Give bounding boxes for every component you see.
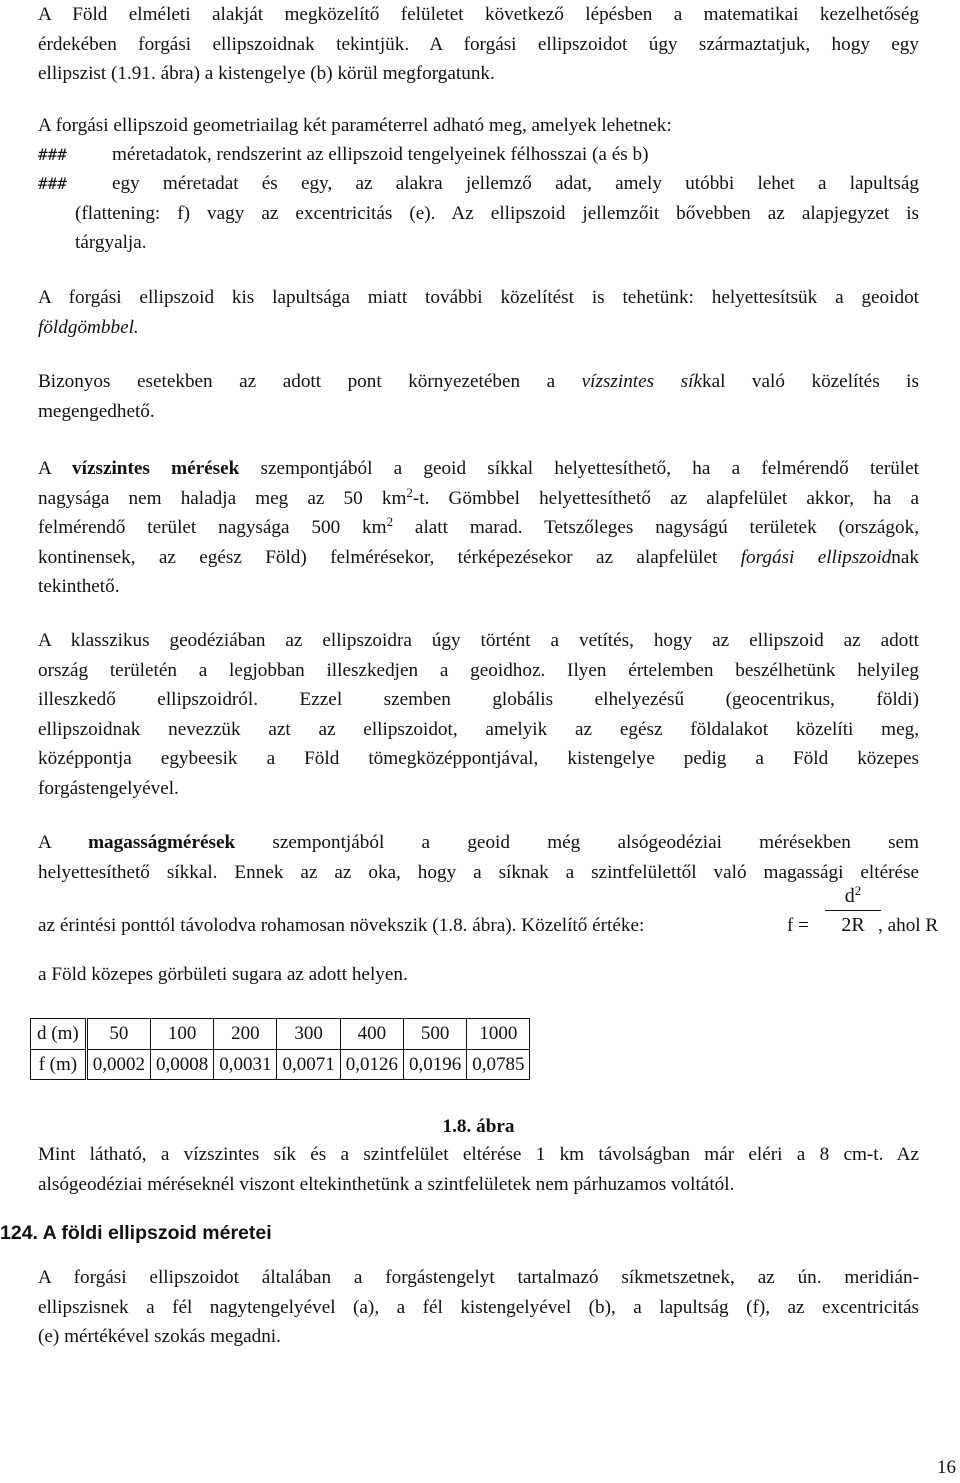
text-line: A forgási ellipszoid geometriailag két paraméterrel adható meg, amelyek lehetnek:: [38, 115, 672, 136]
table-cell: 0,0031: [214, 1049, 277, 1080]
text-line: alsógeodéziai méréseknél viszont eltekinthetünk a szintfelületek nem párhuzamos voltától.: [38, 1173, 735, 1195]
text-run: nagysága nem haladja meg az 50 km: [38, 487, 407, 509]
text-line: a Föld közepes görbületi sugara az adott helyen.: [38, 964, 408, 985]
table-cell: 100: [150, 1019, 213, 1050]
text-line: középpontja egybeesik a Föld tömegközéppontjával, kistengelye pedig a Föld közepes: [38, 748, 919, 769]
text-run: Bizonyos esetekben az adott pont környezetében a: [38, 371, 582, 392]
text-run: [654, 371, 681, 392]
list-item: [38, 140, 919, 170]
text-line: [38, 367, 919, 397]
bullet-mark: ###: [38, 174, 67, 193]
table-cell: 0,0002: [86, 1049, 150, 1080]
formula-denominator: 2R: [841, 914, 865, 936]
text-line: [38, 513, 919, 543]
table-row: [31, 1019, 530, 1050]
table-cell: 500: [403, 1019, 466, 1050]
superscript: 2: [406, 484, 413, 500]
italic-term: forgási ellipszoid: [740, 546, 892, 568]
text-run: d: [844, 885, 855, 907]
table-cell: 300: [277, 1019, 340, 1050]
list-item: [38, 169, 919, 259]
text-line: ellipszisnek a fél nagytengelyével (a), a fél kistengelyével (b), a lapultság (f), az excentricitás: [38, 1296, 919, 1318]
deviation-table: [30, 1018, 530, 1080]
text-run: -t. Gömbbel helyettesíthető az alapfelület akkor, ha a: [412, 487, 919, 509]
table-row-header: d (m): [31, 1019, 87, 1050]
bold-term: vízszintes mérések: [72, 458, 240, 479]
text-run: szempontjából a geoid síkkal helyettesíthető, ha a felmérendő terület: [239, 458, 919, 479]
list-item-text: (flattening: f) vagy az excentricitás (e). Az ellipszoid jellemzőit bővebben az alapjegyzet is: [75, 202, 919, 224]
text-line: forgástengelyével.: [38, 777, 179, 799]
table-cell: 1000: [467, 1019, 530, 1050]
text-line: helyettesíthető síkkal. Ennek az az oka, hogy a síknak a szintfelülettől való magassági eltérése: [38, 861, 919, 883]
text-line: [38, 454, 919, 484]
text-line: [38, 313, 919, 343]
text-run: nak: [891, 546, 919, 568]
italic-term: földgömbbel.: [38, 316, 139, 338]
text-line: az érintési ponttól távolodva rohamosan növekszik (1.8. ábra). Közelítő értéke:: [38, 915, 645, 936]
table-cell: 200: [214, 1019, 277, 1050]
text-run: kal való közelítés is: [701, 371, 919, 392]
paragraph-plane: [38, 367, 919, 426]
text-line: A Föld elméleti alakját megközelítő felületet következő lépésben a matematikai kezelhetőség: [38, 4, 919, 25]
text-line: [38, 828, 919, 858]
text-line: tekinthető.: [38, 576, 120, 597]
paragraph-horizontal-measurements: [38, 454, 919, 602]
paragraph-conclusion: [38, 1140, 919, 1199]
text-line: ellipszist (1.91. ábra) a kistengelye (b) körül megforgatunk.: [38, 63, 495, 84]
text-line: A klasszikus geodéziában az ellipszoidra úgy történt a vetítés, hogy az ellipszoid az adott: [38, 630, 919, 651]
table-cell: 0,0785: [467, 1049, 530, 1080]
table-cell: 0,0126: [340, 1049, 403, 1080]
text-run: A: [38, 832, 89, 853]
table-cell: 400: [340, 1019, 403, 1050]
text-run: alatt marad. Tetszőleges nagyságú területek (országok,: [393, 517, 919, 538]
text-line: A forgási ellipszoidot általában a forgástengelyt tartalmazó síkmetszetnek, az ún. meridián-: [38, 1267, 919, 1288]
formula-numerator: [823, 882, 883, 910]
paragraph-intro: [38, 0, 919, 89]
table-cell: 0,0071: [277, 1049, 340, 1080]
text-line: illeszkedő ellipszoidról. Ezzel szemben globális elhelyezésű (geocentrikus, földi): [38, 689, 919, 710]
list-item-text: tárgyalja.: [75, 232, 147, 253]
text-run: kontinensek, az egész Föld) felmérésekor, térképezésekor az alapfelület: [38, 546, 741, 568]
text-run: felmérendő terület nagysága 500 km: [38, 517, 387, 538]
text-line: A forgási ellipszoid kis lapultsága miatt további közelítést is tehetünk: helyettesítsük a geoidot: [38, 287, 919, 308]
figure-caption: 1.8. ábra: [442, 1116, 515, 1137]
paragraph-ellipsoid-dimensions: [38, 1263, 919, 1352]
text-line: ellipszoidnak nevezzük azt az ellipszoidot, amelyik az egész földalakot közelíti meg,: [38, 718, 919, 740]
list-item-text: egy méretadat és egy, az alakra jellemző adat, amely utóbbi lehet a lapultság: [112, 173, 919, 194]
paragraph-height-measurements: [38, 828, 919, 887]
italic-term: vízszintes: [581, 371, 655, 392]
text-line: érdekében forgási ellipszoidnak tekintjük. A forgási ellipszoidot úgy származtatjuk, hogy egy: [38, 33, 919, 55]
page-number: 16: [937, 1457, 956, 1478]
bold-term: magasságmérések: [88, 832, 236, 853]
paragraph-parameters: [38, 111, 919, 141]
text-line: (e) mértékével szokás megadni.: [38, 1326, 281, 1347]
formula-tail: , ahol R: [878, 915, 939, 936]
bullet-mark: ###: [38, 145, 67, 164]
superscript: 2: [386, 514, 394, 529]
text-line: ország területén a legjobban illeszkedjen a geoidhoz. Ilyen értelemben beszélhetünk helyileg: [38, 659, 919, 681]
table-row: [31, 1049, 530, 1080]
text-line: [38, 484, 919, 514]
paragraph-classical-geodesy: [38, 626, 919, 803]
paragraph-sphere: [38, 283, 919, 342]
table-cell: 0,0196: [403, 1049, 466, 1080]
formula-fraction: [823, 882, 883, 939]
table-cell: 0,0008: [150, 1049, 213, 1080]
superscript: 2: [854, 883, 862, 898]
table-row-header: f (m): [31, 1049, 87, 1080]
formula-lhs: f =: [787, 915, 810, 936]
list-item-text: méretadatok, rendszerint az ellipszoid tengelyeinek félhosszai (a és b): [112, 144, 649, 165]
formula-line: [38, 911, 828, 941]
table-cell: 50: [86, 1019, 150, 1050]
text-run: A: [38, 458, 73, 479]
text-line: megengedhető.: [38, 400, 155, 422]
paragraph-radius: [38, 960, 919, 990]
italic-term: sík: [680, 371, 702, 392]
text-run: szempontjából a geoid még alsógeodéziai mérésekben sem: [235, 832, 919, 853]
text-line: Mint látható, a vízszintes sík és a szintfelület eltérése 1 km távolságban már eléri a 8 cm-t. Az: [38, 1144, 919, 1165]
text-line: [38, 543, 919, 573]
section-heading: 124. A földi ellipszoid méretei: [0, 1222, 272, 1244]
